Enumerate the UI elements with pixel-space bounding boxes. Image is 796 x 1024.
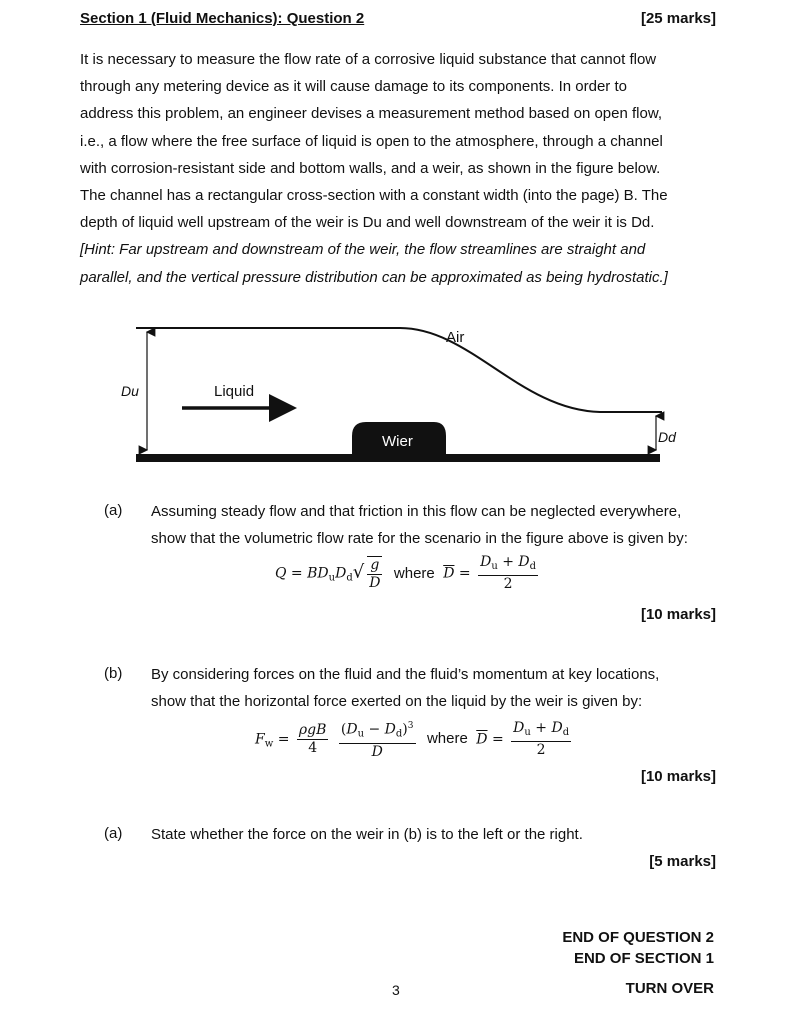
part-a-text — [151, 498, 716, 552]
part-b-text — [151, 661, 716, 715]
intro-line: depth of liquid well upstream of the weir is Du and well downstream of the weir it is Dd. — [80, 214, 655, 232]
part-b-line: By considering forces on the fluid and the fluid’s momentum at key locations, — [151, 666, 660, 683]
turn-over: TURN OVER — [625, 980, 714, 997]
hint-line: [Hint: Far upstream and downstream of the weir, the flow streamlines are straight and — [80, 241, 646, 259]
where-text: where — [426, 730, 468, 748]
weir-channel-diagram — [100, 318, 700, 478]
weir-force-formula: $F_w$ = $\frac{\text{ρgB}}{4}$ $\frac{(D_u - D_d)^3}{D}$ where $\overline{D}$ = $\frac{D_u + D_d}{2}$ — [255, 719, 570, 760]
hint-line: parallel, and the vertical pressure distribution can be approximated as being hydrostatic.] — [80, 268, 668, 286]
question-title: Section 1 (Fluid Mechanics): Question 2 — [80, 10, 365, 27]
air-label: Air — [446, 329, 465, 346]
intro-line: i.e., a flow where the free surface of liquid is open to the atmosphere, through a channel — [80, 132, 663, 150]
part-a-line: Assuming steady flow and that friction in this flow can be neglected everywhere, — [151, 503, 682, 520]
part-a-marks: [10 marks] — [640, 606, 716, 623]
channel-bed — [136, 454, 660, 462]
part-a-line: show that the volumetric flow rate for the scenario in the figure above is given by: — [151, 530, 688, 547]
part-c-label: (a) — [104, 825, 123, 842]
intro-line: with corrosion-resistant side and bottom walls, and a weir, as shown in the figure below. — [80, 159, 661, 177]
end-of-question: END OF QUESTION 2 — [562, 929, 714, 946]
intro-line: It is necessary to measure the flow rate of a corrosive liquid substance that cannot flow — [80, 51, 657, 68]
total-marks: [25 marks] — [640, 10, 716, 27]
part-c-line: State whether the force on the weir in (b) is to the left or the right. — [151, 826, 583, 843]
du-label: Du — [121, 383, 139, 399]
dd-label: Dd — [658, 429, 676, 445]
page-number: 3 — [392, 982, 400, 998]
part-b-label: (b) — [104, 665, 123, 682]
intro-line: through any metering device as it will cause damage to its components. In order to — [80, 78, 627, 96]
liquid-label: Liquid — [214, 383, 255, 400]
intro-line: address this problem, an engineer devises a measurement method based on open flow, — [80, 105, 663, 123]
part-c-text — [151, 821, 716, 848]
part-b-line: show that the horizontal force exerted on the liquid by the weir is given by: — [151, 693, 643, 710]
weir-label: Wier — [382, 433, 413, 450]
flow-rate-formula: $Q = BD_uD_d√$ $\frac{g}{D}$ where $\overline{D}$ = $\frac{D_u + D_d}{2}$ — [275, 554, 537, 592]
where-text: where — [393, 564, 435, 582]
intro-paragraph — [80, 46, 716, 291]
intro-line: The channel has a rectangular cross-section with a constant width (into the page) B. The — [80, 187, 668, 205]
part-b-marks: [10 marks] — [640, 768, 716, 785]
part-a-label: (a) — [104, 502, 123, 519]
end-of-section: END OF SECTION 1 — [573, 950, 714, 967]
part-c-marks: [5 marks] — [649, 853, 716, 870]
